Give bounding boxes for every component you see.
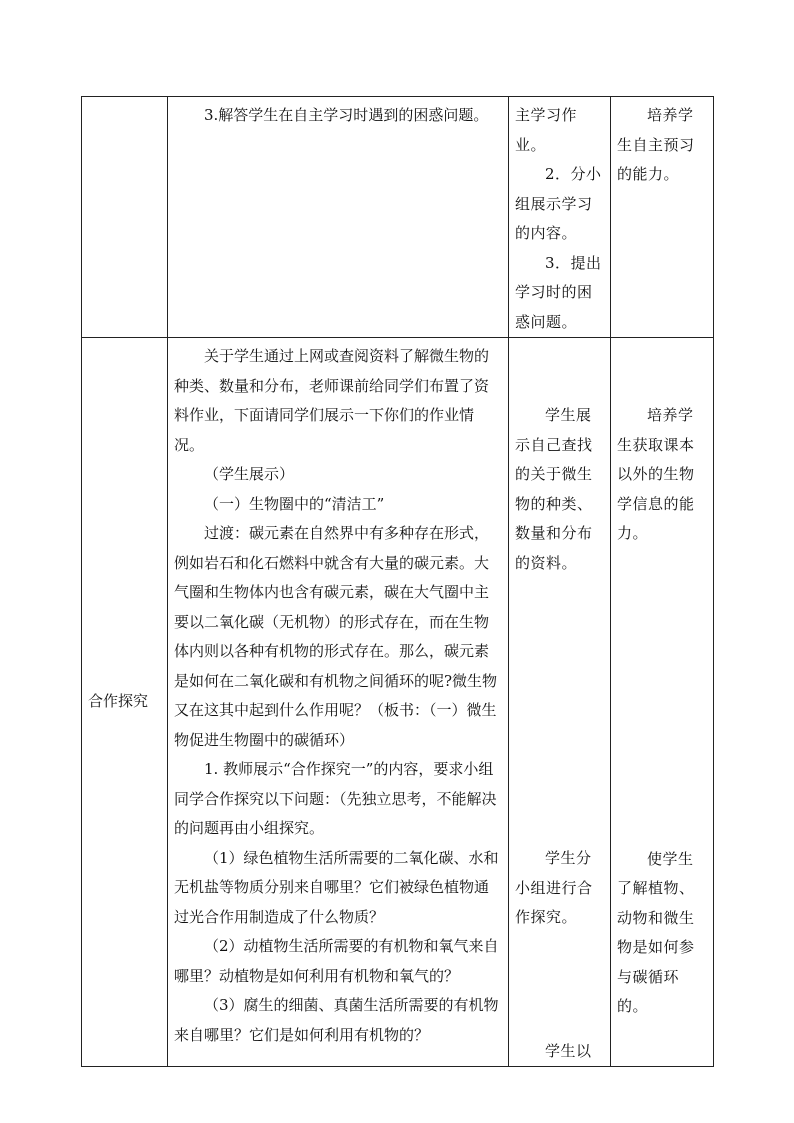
intent-text: 使学生了解植物、动物和微生物是如何参与碳循环的。 xyxy=(617,849,695,1015)
student-text: 2．分小组展示学习的内容。 xyxy=(515,165,602,242)
intent-text: 培养学生获取课本以外的生物学信息的能力。 xyxy=(617,406,695,542)
teacher-activity-cell xyxy=(168,97,509,338)
table-row xyxy=(82,97,714,338)
table-row xyxy=(82,338,714,1067)
intent-text: 培养学生自主预习的能力。 xyxy=(617,106,695,183)
teacher-text: （学生展示） xyxy=(204,465,295,483)
design-intent-cell xyxy=(611,338,714,1067)
teacher-text: 关于学生通过上网或查阅资料了解微生物的种类、数量和分布，老师课前给同学们布置了资料作业，下面请同学们展示一下你们的作业情况。 xyxy=(174,347,490,454)
teacher-text: 1. 教师展示“合作探究一”的内容，要求小组同学合作探究以下问题：（先独立思考，不能解决的问题再由小组探究。 xyxy=(174,760,497,837)
student-activity-cell xyxy=(509,97,611,338)
student-text: 学生以 xyxy=(545,1041,592,1060)
student-activity-cell xyxy=(509,338,611,1067)
student-text: 主学习作业。 xyxy=(515,106,578,154)
student-text: 3．提出学习时的困惑问题。 xyxy=(515,253,602,331)
student-text: 学生展示自己查找的关于微生物的种类、数量和分布的资料。 xyxy=(515,406,593,572)
stage-cell: 合作探究 xyxy=(82,338,168,1067)
teacher-text: （3）腐生的细菌、真菌生活所需要的有机物来自哪里？它们是如何利用有机物的？ xyxy=(174,996,499,1044)
teacher-text: （1）绿色植物生活所需要的二氧化碳、水和无机盐等物质分别来自哪里？它们被绿色植物通过光合作用制造成了什么物质？ xyxy=(174,848,499,926)
lesson-plan-table xyxy=(81,96,714,1067)
student-text: 学生分小组进行合作探究。 xyxy=(515,849,593,926)
teacher-text: （一）生物圈中的“清洁工” xyxy=(204,494,385,513)
teacher-activity-cell xyxy=(168,338,509,1067)
teacher-text: 过渡：碳元素在自然界中有多种存在形式，例如岩石和化石燃料中就含有大量的碳元素。大气圈和生物体内也含有碳元素，碳在大气圈中主要以二氧化碳（无机物）的形式存在，而在生物体内则以各种有机物的形式存在。那么，碳元素是如何在二氧化碳和有机物之间循环的呢?微生物又在这其中起到什么作用呢？（板书：（一）微生物促进生物圈中的碳循环） xyxy=(174,524,498,749)
design-intent-cell xyxy=(611,97,714,338)
stage-cell xyxy=(82,97,168,338)
teacher-text: （2）动植物生活所需要的有机物和氧气来自哪里？动植物是如何利用有机物和氧气的？ xyxy=(174,937,499,985)
teacher-text: 3.解答学生在自主学习时遇到的困惑问题。 xyxy=(204,106,489,124)
